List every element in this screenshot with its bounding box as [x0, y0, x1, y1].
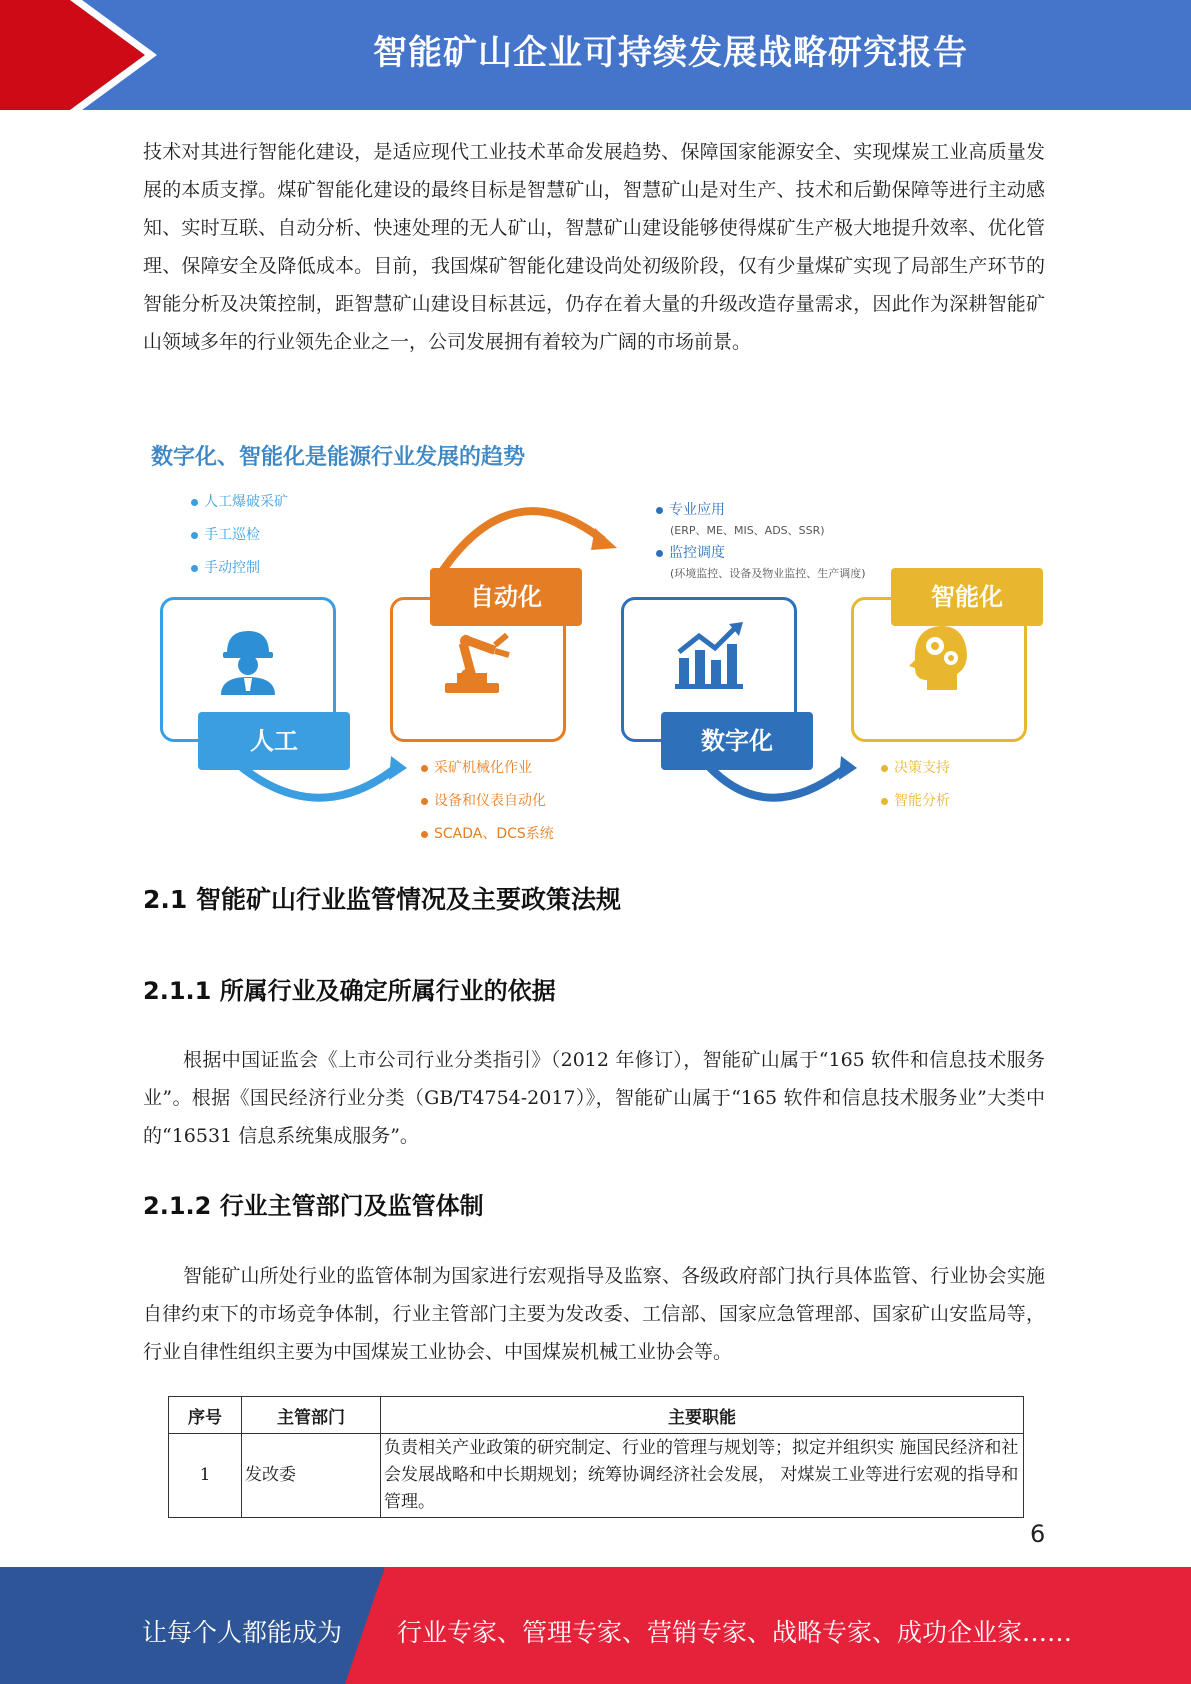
- regulator-table: [168, 1396, 1024, 1518]
- bullet-item: 手工巡检: [191, 525, 260, 545]
- header-title: 智能矿山企业可持续发展战略研究报告: [373, 33, 968, 73]
- section-heading-2-1: 2.1 智能矿山行业监管情况及主要政策法规: [143, 885, 621, 914]
- stage-label-manual: 人工: [198, 712, 350, 770]
- table-cell-dept: 发改委: [242, 1434, 381, 1518]
- table-header: 主管部门: [242, 1397, 381, 1434]
- stage-label-automation: 自动化: [430, 568, 582, 626]
- bullet-sub: (环境监控、设备及物业监控、生产调度): [670, 567, 866, 580]
- table-cell-duty: 负责相关产业政策的研究制定、行业的管理与规划等；拟定并组织实 施国民经济和社会发展战略和中长期规划；统筹协调经济社会发展， 对煤炭工业等进行宏观的指导和管理。: [381, 1434, 1024, 1518]
- growth-chart-icon: [673, 622, 747, 692]
- intro-paragraph: 技术对其进行智能化建设，是适应现代工业技术革命发展趋势、保障国家能源安全、实现煤炭工业高质量发展的本质支撑。煤矿智能化建设的最终目标是智慧矿山，智慧矿山是对生产、技术和后勤保障等进行主动感知、实时互联、自动分析、快速处理的无人矿山，智慧矿山建设能够使得煤矿生产极大地提升效率、优化管理、保障安全及降低成本。目前，我国煤矿智能化建设尚处初级阶段，仅有少量煤矿实现了局部生产环节的智能分析及决策控制，距智慧矿山建设目标甚远，仍存在着大量的升级改造存量需求，因此作为深耕智能矿山领域多年的行业领先企业之一，公司发展拥有着较为广阔的市场前景。: [143, 141, 1045, 353]
- worker-icon: [215, 625, 281, 695]
- diagram-title: 数字化、智能化是能源行业发展的趋势: [151, 445, 526, 470]
- bullet-item: SCADA、DCS系统: [421, 824, 554, 844]
- robot-arm-icon: [435, 625, 515, 695]
- table-header: 主要职能: [381, 1397, 1024, 1434]
- bullet-item: 手动控制: [191, 558, 260, 578]
- bullet-item: 智能分析: [881, 791, 950, 811]
- bullet-item: 专业应用: [656, 500, 725, 520]
- table-header-row: [169, 1397, 1024, 1434]
- bullet-item: 决策支持: [881, 758, 950, 778]
- bullet-item: 人工爆破采矿: [191, 492, 288, 512]
- bullet-item: 采矿机械化作业: [421, 758, 532, 778]
- footer-slogan-left: 让每个人都能成为: [142, 1618, 343, 1647]
- bullet-sub: (ERP、ME、MIS、ADS、SSR): [670, 524, 825, 537]
- bullet-item: 设备和仪表自动化: [421, 791, 546, 811]
- page-header: [0, 0, 1191, 110]
- table-row: [169, 1434, 1024, 1518]
- section-heading-2-1-1: 2.1.1 所属行业及确定所属行业的依据: [143, 977, 556, 1005]
- stage-label-intelligent: 智能化: [891, 568, 1043, 626]
- bullet-item: 监控调度: [656, 543, 725, 563]
- brain-gear-icon: [905, 620, 971, 692]
- stage-label-digital: 数字化: [661, 712, 813, 770]
- table-cell-no: 1: [169, 1434, 242, 1518]
- trend-diagram: [143, 430, 1053, 850]
- footer-slogan-right: 行业专家、管理专家、营销专家、战略专家、成功企业家……: [397, 1618, 1073, 1647]
- section-paragraph: 智能矿山所处行业的监管体制为国家进行宏观指导及监察、各级政府部门执行具体监管、行业协会实施自律约束下的市场竞争体制，行业主管部门主要为发改委、工信部、国家应急管理部、国家矿山安监局等，行业自律性组织主要为中国煤炭工业协会、中国煤炭机械工业协会等。: [143, 1265, 1045, 1363]
- page-number: 6: [1030, 1520, 1046, 1548]
- section-paragraph: 根据中国证监会《上市公司行业分类指引》（2012 年修订），智能矿山属于“165 软件和信息技术服务业”。根据《国民经济行业分类（GB/T4754-2017）》，智能矿山属于“165 软件和信息技术服务业”大类中的“16531 信息系统集成服务”。: [143, 1049, 1045, 1147]
- table-header: 序号: [169, 1397, 242, 1434]
- section-heading-2-1-2: 2.1.2 行业主管部门及监管体制: [143, 1192, 484, 1220]
